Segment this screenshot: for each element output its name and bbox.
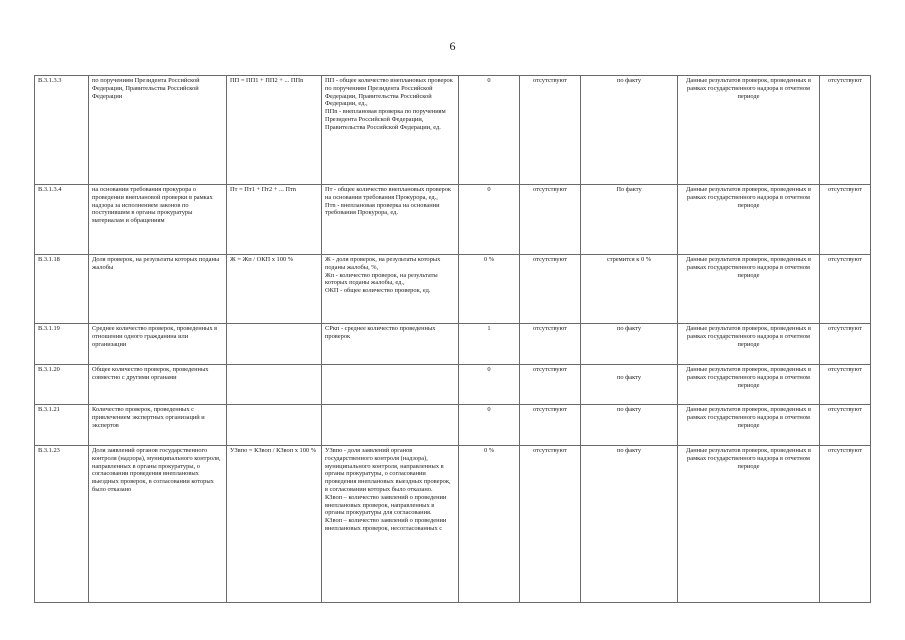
target-value: 0 — [459, 365, 520, 405]
table-row — [35, 185, 871, 255]
indicator-code: В.3.1.3.3 — [35, 76, 89, 185]
indicator-formula: УЗвпо = КЗвоп / КЗвоп x 100 % — [227, 446, 322, 603]
method-value: по факту — [581, 365, 678, 405]
table-row — [35, 324, 871, 365]
method-value: по факту — [581, 324, 678, 365]
indicator-name: Количество проверок, проведенных с привлечением экспертных организаций и экспертов — [89, 405, 227, 446]
report-source: Данные результатов проверок, проведенных в рамках государственного надзора в отчетном периоде — [678, 324, 820, 365]
source-value: отсутствуют — [520, 76, 581, 185]
indicator-code: В.3.1.23 — [35, 446, 89, 603]
table-row — [35, 365, 871, 405]
report-source: Данные результатов проверок, проведенных в рамках государственного надзора в отчетном периоде — [678, 365, 820, 405]
extra-value: отсутствуют — [820, 255, 871, 324]
formula-explanation: УЗвпо - доля заявлений органов государственного контроля (надзора), муниципального контроля, направленных в органы прокуратуры, о согласовании проведения внеплановых выездных проверок, в согласовании которых было отказано. КЗвоп – количество заявлений о проведении внеплановых проверок, направленных в органы прокуратуры для согласования. КЗвоп – количество заявлений о проведении внеплановых проверок, несогласованных с — [322, 446, 459, 603]
extra-value: отсутствуют — [820, 324, 871, 365]
indicator-name: Доля проверок, на результаты которых поданы жалобы — [89, 255, 227, 324]
formula-explanation: Ж - доля проверок, на результаты которых поданы жалобы, %, Жп - количество проверок, на результаты которых поданы жалобы, ед., ОКП - общее количество проверок, ед. — [322, 255, 459, 324]
extra-value: отсутствуют — [820, 185, 871, 255]
indicator-name: на основании требования прокурора о проведении внеплановой проверки в рамках надзора за исполнением законов по поступившим в органы прокуратуры материалам и обращениям — [89, 185, 227, 255]
report-source: Данные результатов проверок, проведенных в рамках государственного надзора в отчетном периоде — [678, 76, 820, 185]
method-value: по факту — [581, 446, 678, 603]
target-value: 0 — [459, 185, 520, 255]
formula-explanation: Пт - общее количество внеплановых проверок на основании требования Прокурора, ед., Птn - внеплановая проверка на основании требования Прокурора, ед. — [322, 185, 459, 255]
formula-explanation: СРкп - среднее количество проведенных проверок — [322, 324, 459, 365]
extra-value: отсутствуют — [820, 405, 871, 446]
report-source: Данные результатов проверок, проведенных в рамках государственного надзора в отчетном периоде — [678, 255, 820, 324]
indicator-formula: Пт = Пт1 + Пт2 + ... Птn — [227, 185, 322, 255]
method-value: по факту — [581, 405, 678, 446]
indicator-name: Доля заявлений органов государственного контроля (надзора), муниципального контроля, направленных в органы прокуратуры, о согласовании проведения внеплановых выездных проверок, в согласовании которых было отказано — [89, 446, 227, 603]
table-row — [35, 405, 871, 446]
indicator-name: по поручениям Президента Российской Федерации, Правительства Российской Федерации — [89, 76, 227, 185]
method-value: стремится к 0 % — [581, 255, 678, 324]
indicator-name: Среднее количество проверок, проведенных в отношении одного гражданина или организации — [89, 324, 227, 365]
method-value: по факту — [581, 76, 678, 185]
formula-explanation — [322, 405, 459, 446]
source-value: отсутствуют — [520, 255, 581, 324]
source-value: отсутствуют — [520, 324, 581, 365]
indicator-code: В.3.1.19 — [35, 324, 89, 365]
table-row — [35, 255, 871, 324]
target-value: 1 — [459, 324, 520, 365]
extra-value: отсутствуют — [820, 446, 871, 603]
indicator-code: В.3.1.20 — [35, 365, 89, 405]
source-value: отсутствуют — [520, 405, 581, 446]
indicator-formula: ПП = ПП1 + ПП2 + ... ППn — [227, 76, 322, 185]
formula-explanation — [322, 365, 459, 405]
target-value: 0 % — [459, 255, 520, 324]
target-value: 0 % — [459, 446, 520, 603]
page-number: 6 — [449, 39, 456, 53]
report-source: Данные результатов проверок, проведенных в рамках государственного надзора в отчетном периоде — [678, 446, 820, 603]
indicator-name: Общее количество проверок, проведенных совместно с другими органами — [89, 365, 227, 405]
target-value: 0 — [459, 405, 520, 446]
indicator-code: В.3.1.21 — [35, 405, 89, 446]
indicator-code: В.3.1.3.4 — [35, 185, 89, 255]
method-value: По факту — [581, 185, 678, 255]
source-value: отсутствуют — [520, 446, 581, 603]
indicator-formula — [227, 365, 322, 405]
indicator-code: В.3.1.18 — [35, 255, 89, 324]
indicator-formula: Ж = Жп / ОКП x 100 % — [227, 255, 322, 324]
indicator-formula — [227, 324, 322, 365]
indicator-formula — [227, 405, 322, 446]
report-source: Данные результатов проверок, проведенных в рамках государственного надзора в отчетном периоде — [678, 185, 820, 255]
source-value: отсутствуют — [520, 185, 581, 255]
source-value: отсутствуют — [520, 365, 581, 405]
table-row — [35, 446, 871, 603]
extra-value: отсутствуют — [820, 76, 871, 185]
target-value: 0 — [459, 76, 520, 185]
report-source: Данные результатов проверок, проведенных в рамках государственного надзора в отчетном периоде — [678, 405, 820, 446]
table-row — [35, 76, 871, 185]
indicators-table — [34, 75, 871, 603]
formula-explanation: ПП - общее количество внеплановых проверок по поручениям Президента Российской Федерации, Правительства Российской Федерации, ед., ППn - внеплановая проверка по поручениям Президента Российской Федерации, Правительства Российской Федерации, ед. — [322, 76, 459, 185]
extra-value: отсутствуют — [820, 365, 871, 405]
